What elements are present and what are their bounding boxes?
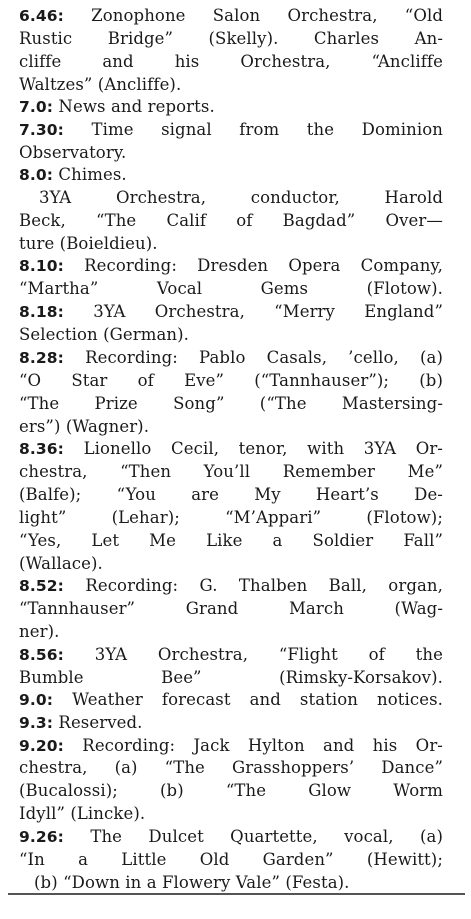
programme-time: 8.56: — [19, 646, 64, 664]
listing-line — [19, 371, 443, 390]
listing-line — [19, 690, 443, 709]
programme-text: ner). — [19, 622, 60, 641]
listing-line — [19, 462, 443, 481]
listing-line — [19, 531, 443, 550]
programme-text: News and reports. — [58, 97, 215, 116]
listing-line — [19, 256, 443, 275]
programme-time: 7.0: — [19, 98, 54, 116]
programme-time: 9.3: — [19, 714, 54, 732]
listing-line — [19, 850, 443, 869]
programme-text: chestra, (a) “The Grasshoppers’ Dance” — [19, 758, 443, 777]
programme-text: “The Prize Song” (“The Mastersing- — [19, 394, 443, 413]
programme-text: Reserved. — [58, 713, 143, 732]
programme-text: chestra, “Then You’ll Remember Me” — [19, 462, 443, 481]
programme-text: Lionello Cecil, tenor, with 3YA Or- — [83, 439, 443, 458]
listing-line — [19, 302, 443, 321]
programme-text: Selection (German). — [19, 325, 190, 344]
listing-line — [19, 52, 443, 71]
listing-line — [19, 713, 443, 732]
listing-line — [19, 120, 443, 139]
listing-line — [19, 325, 443, 344]
listing-line — [19, 97, 443, 116]
programme-text: ers”) (Wagner). — [19, 417, 150, 436]
listing-line — [19, 211, 443, 230]
listing-line — [19, 29, 443, 48]
programme-text: Recording: Jack Hylton and his Or- — [82, 736, 443, 755]
listing-line — [19, 234, 443, 253]
programme-time: 6.46: — [19, 7, 64, 25]
programme-text: 3YA Orchestra, conductor, Harold — [39, 188, 443, 207]
programme-text: Weather forecast and station notices. — [72, 690, 443, 709]
programme-text: (Balfe); “You are My Heart’s De- — [19, 485, 443, 504]
listing-line — [19, 417, 443, 436]
programme-text: Time signal from the Dominion — [91, 120, 443, 139]
programme-text: Observatory. — [19, 143, 127, 162]
listing-line — [19, 645, 443, 664]
listing-line — [19, 668, 443, 687]
listing-line — [19, 6, 443, 25]
programme-text: Chimes. — [58, 165, 127, 184]
listing-line — [19, 439, 443, 458]
programme-time: 7.30: — [19, 121, 64, 139]
programme-text: ture (Boieldieu). — [19, 234, 158, 253]
listing-line — [19, 508, 443, 527]
listing-line — [19, 554, 443, 573]
programme-text: Waltzes” (Ancliffe). — [19, 75, 182, 94]
listing-line — [19, 599, 443, 618]
programme-time: 8.36: — [19, 440, 64, 458]
listing-line — [19, 576, 443, 595]
programme-text: (b) “Down in a Flowery Vale” (Festa). — [34, 873, 350, 892]
programme-text: “Tannhauser” Grand March (Wag- — [19, 599, 443, 618]
listing-line — [19, 622, 443, 641]
programme-text: Recording: Dresden Opera Company, — [84, 256, 443, 275]
listing-line — [19, 827, 443, 846]
programme-time: 8.52: — [19, 577, 64, 595]
programme-text: Recording: G. Thalben Ball, organ, — [85, 576, 443, 595]
programme-text: cliffe and his Orchestra, “Ancliffe — [19, 52, 443, 71]
listing-line — [19, 394, 443, 413]
programme-time: 8.28: — [19, 349, 64, 367]
bottom-rule — [8, 893, 465, 895]
programme-time: 8.18: — [19, 303, 64, 321]
programme-text: “In a Little Old Garden” (Hewitt); — [19, 850, 443, 869]
listing-line — [39, 188, 443, 207]
programme-text: Recording: Pablo Casals, ’cello, (a) — [85, 348, 443, 367]
listing-line — [34, 873, 443, 892]
programme-text: light” (Lehar); “M’Appari” (Flotow); — [19, 508, 443, 527]
programme-text: (Bucalossi); (b) “The Glow Worm — [19, 781, 443, 800]
programme-time: 8.10: — [19, 257, 64, 275]
programme-text: 3YA Orchestra, “Flight of the — [94, 645, 443, 664]
listing-line — [19, 758, 443, 777]
listing-line — [19, 485, 443, 504]
listing-line — [19, 348, 443, 367]
programme-text: Rustic Bridge” (Skelly). Charles An- — [19, 29, 443, 48]
programme-text: 3YA Orchestra, “Merry England” — [93, 302, 443, 321]
listing-line — [19, 781, 443, 800]
programme-text: “O Star of Eve” (“Tannhauser”); (b) — [19, 371, 443, 390]
programme-text: Zonophone Salon Orchestra, “Old — [91, 6, 443, 25]
programme-text: The Dulcet Quartette, vocal, (a) — [90, 827, 443, 846]
programme-time: 9.20: — [19, 737, 64, 755]
listing-line — [19, 143, 443, 162]
programme-text: “Yes, Let Me Like a Soldier Fall” — [19, 531, 443, 550]
listing-line — [19, 165, 443, 184]
programme-text: Bumble Bee” (Rimsky-Korsakov). — [19, 668, 443, 687]
programme-time: 9.26: — [19, 828, 64, 846]
programme-time: 9.0: — [19, 691, 54, 709]
programme-text: (Wallace). — [19, 554, 103, 573]
programme-text: Beck, “The Calif of Bagdad” Over— — [19, 211, 443, 230]
listing-line — [19, 75, 443, 94]
listing-line — [19, 804, 443, 823]
programme-time: 8.0: — [19, 166, 54, 184]
listing-line — [19, 279, 443, 298]
listing-line — [19, 736, 443, 755]
programme-text: “Martha” Vocal Gems (Flotow). — [19, 279, 443, 298]
programme-text: Idyll” (Lincke). — [19, 804, 146, 823]
